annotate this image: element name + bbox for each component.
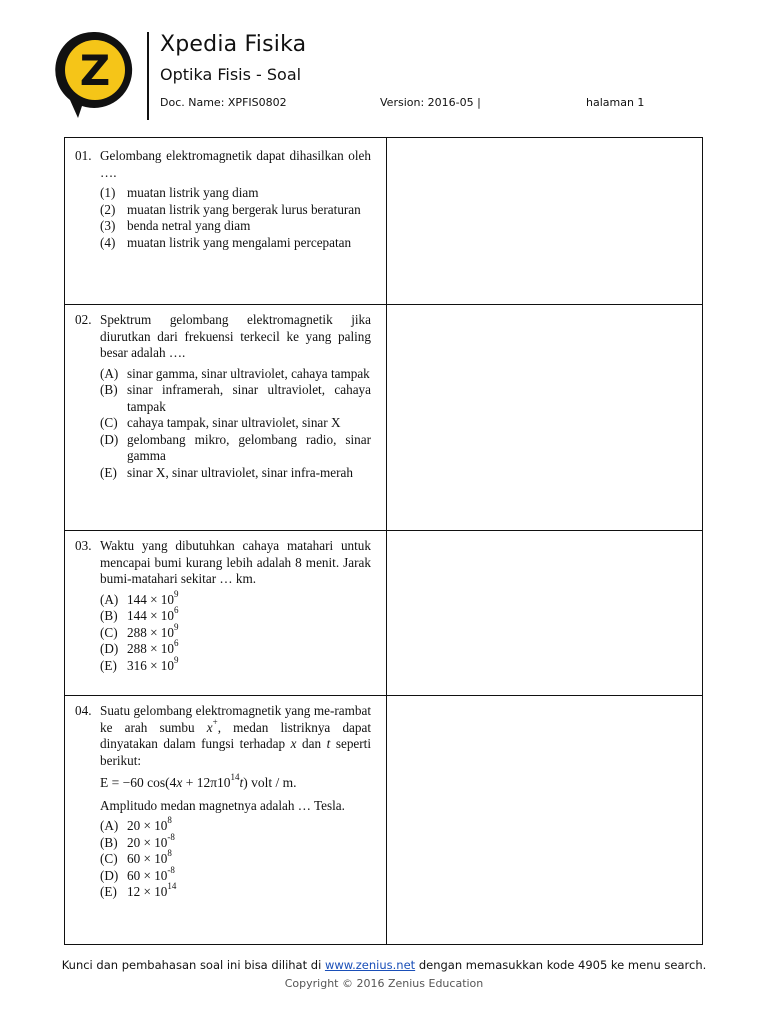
option-label: (A) — [100, 365, 119, 381]
option-text: muatan listrik yang diam — [127, 185, 259, 200]
option-label: (D) — [100, 641, 119, 656]
question-followup: Amplitudo medan magnetnya adalah … Tesla. — [100, 797, 345, 813]
question-stem — [100, 703, 371, 769]
option-label: (E) — [100, 657, 117, 673]
option-list — [75, 815, 371, 901]
exponent: 8 — [167, 815, 172, 825]
option-item — [100, 831, 371, 852]
question-number: 02. — [75, 312, 92, 327]
formula-part: E = −60 cos(4 — [100, 775, 177, 790]
option-label: (A) — [100, 818, 119, 833]
formula — [100, 772, 371, 792]
option-item — [100, 465, 371, 482]
doc-version: Version: 2016-05 | — [380, 96, 481, 109]
option-text: cahaya tampak, sinar ultraviolet, sinar X — [127, 415, 341, 430]
exponent: 6 — [174, 605, 179, 615]
option-item — [100, 415, 371, 432]
option-text: muatan listrik yang bergerak lurus beraturan — [127, 201, 361, 217]
option-item — [100, 638, 371, 658]
column-divider — [386, 138, 387, 944]
exponent: 8 — [167, 848, 172, 858]
variable-x: x — [290, 736, 297, 751]
option-label: (B) — [100, 834, 118, 850]
option-text: muatan listrik yang mengalami percepatan — [127, 234, 352, 250]
option-item — [100, 881, 371, 901]
doc-name: Doc. Name: XPFIS0802 — [160, 96, 287, 109]
option-label: (1) — [100, 185, 116, 200]
option-text: 20 × 10 — [127, 834, 168, 850]
zenius-logo — [52, 28, 138, 120]
row-divider — [65, 304, 702, 305]
exponent: 14 — [167, 881, 177, 891]
option-list — [75, 366, 371, 482]
option-text: sinar gamma, sinar ultraviolet, cahaya tampak — [127, 365, 370, 381]
option-text: benda netral yang diam — [127, 218, 251, 233]
option-label: (E) — [100, 464, 117, 480]
option-text: 288 × 10 — [127, 641, 174, 656]
option-text: 288 × 10 — [127, 624, 174, 640]
stem-part: , medan listriknya dapat dinyatakan dalam fungsi terhadap — [100, 719, 371, 751]
option-label: (D) — [100, 431, 119, 447]
question-03 — [75, 538, 371, 674]
question-stem: Waktu yang dibutuhkan cahaya matahari untuk mencapai bumi kurang lebih adalah 8 menit. Jarak bumi-matahari sekitar … km. — [100, 538, 371, 586]
option-text: 144 × 10 — [127, 591, 174, 607]
option-text: 12 × 10 — [127, 884, 168, 899]
option-item — [100, 235, 371, 252]
option-list — [75, 588, 371, 675]
formula-part: ) volt / m. — [243, 775, 297, 790]
footer-text: Kunci dan pembahasan soal ini bisa dilihat di — [61, 958, 325, 972]
option-list — [75, 185, 371, 251]
option-label: (4) — [100, 234, 116, 250]
option-label: (2) — [100, 201, 116, 217]
doc-subtitle: Optika Fisis - Soal — [160, 65, 302, 84]
formula-variable-x: x — [176, 775, 183, 790]
option-text: gelombang mikro, gelombang radio, sinar gamma — [127, 431, 371, 463]
stem-part: dan — [296, 736, 327, 751]
option-item — [100, 588, 371, 609]
header-divider — [147, 32, 149, 120]
option-item — [100, 366, 371, 383]
question-stem: Spektrum gelombang elektromagnetik jika diurutkan dari frekuensi terkecil ke yang paling besar adalah …. — [100, 312, 371, 360]
option-text: 60 × 10 — [127, 851, 168, 866]
option-item — [100, 382, 371, 415]
option-item — [100, 202, 371, 219]
exponent: -8 — [167, 831, 175, 842]
option-text: 144 × 10 — [127, 608, 174, 623]
option-item — [100, 864, 371, 885]
logo-letter: Z — [79, 46, 111, 95]
option-item — [100, 848, 371, 868]
question-table — [64, 137, 703, 945]
option-label: (A) — [100, 591, 119, 607]
option-item — [100, 218, 371, 235]
footer-note — [0, 958, 768, 972]
row-divider — [65, 695, 702, 696]
option-label: (B) — [100, 382, 118, 397]
variable-t: t — [326, 736, 331, 751]
option-text: 316 × 10 — [127, 657, 174, 673]
question-04 — [75, 703, 371, 901]
superscript: + — [212, 716, 218, 727]
exponent: 9 — [174, 654, 179, 665]
stem-part: seperti berikut: — [100, 736, 371, 768]
option-item — [100, 605, 371, 625]
question-stem: Gelombang elektromagnetik dapat dihasilkan oleh …. — [100, 148, 371, 180]
stem-part: Suatu gelombang elektromagnetik yang me-rambat ke arah sumbu — [100, 703, 371, 735]
question-number: 01. — [75, 148, 92, 163]
question-02 — [75, 312, 371, 481]
footer-text: dengan memasukkan kode 4905 ke menu search. — [415, 958, 707, 972]
option-text: sinar inframerah, sinar ultraviolet, cahaya tampak — [127, 382, 371, 414]
exponent: 9 — [174, 588, 179, 599]
variable-x: x — [206, 719, 213, 735]
exponent: 6 — [174, 638, 179, 648]
option-label: (3) — [100, 218, 116, 233]
question-number: 04. — [75, 703, 92, 718]
option-label: (C) — [100, 851, 118, 866]
page-number: halaman 1 — [586, 96, 645, 109]
option-text: 60 × 10 — [127, 867, 168, 883]
option-text: 20 × 10 — [127, 818, 168, 833]
option-text: sinar X, sinar ultraviolet, sinar infra-merah — [127, 464, 353, 480]
copyright: Copyright © 2016 Zenius Education — [284, 977, 484, 990]
option-item — [100, 432, 371, 465]
question-number: 03. — [75, 538, 92, 553]
option-item — [100, 185, 371, 202]
option-label: (C) — [100, 624, 118, 640]
option-item — [100, 654, 371, 675]
zenius-link[interactable]: www.zenius.net — [324, 958, 416, 972]
option-label: (E) — [100, 884, 117, 899]
formula-part: + 12π10 — [182, 775, 231, 790]
doc-title: Xpedia Fisika — [160, 32, 307, 57]
formula-variable-t: t — [239, 775, 244, 790]
option-item — [100, 621, 371, 642]
option-label: (B) — [100, 608, 118, 623]
option-item — [100, 815, 371, 835]
row-divider — [65, 530, 702, 531]
option-label: (C) — [100, 415, 118, 430]
option-label: (D) — [100, 867, 119, 883]
exponent: -8 — [167, 864, 175, 875]
exponent: 9 — [174, 621, 179, 632]
formula-exponent: 14 — [230, 772, 240, 782]
question-01 — [75, 148, 371, 251]
